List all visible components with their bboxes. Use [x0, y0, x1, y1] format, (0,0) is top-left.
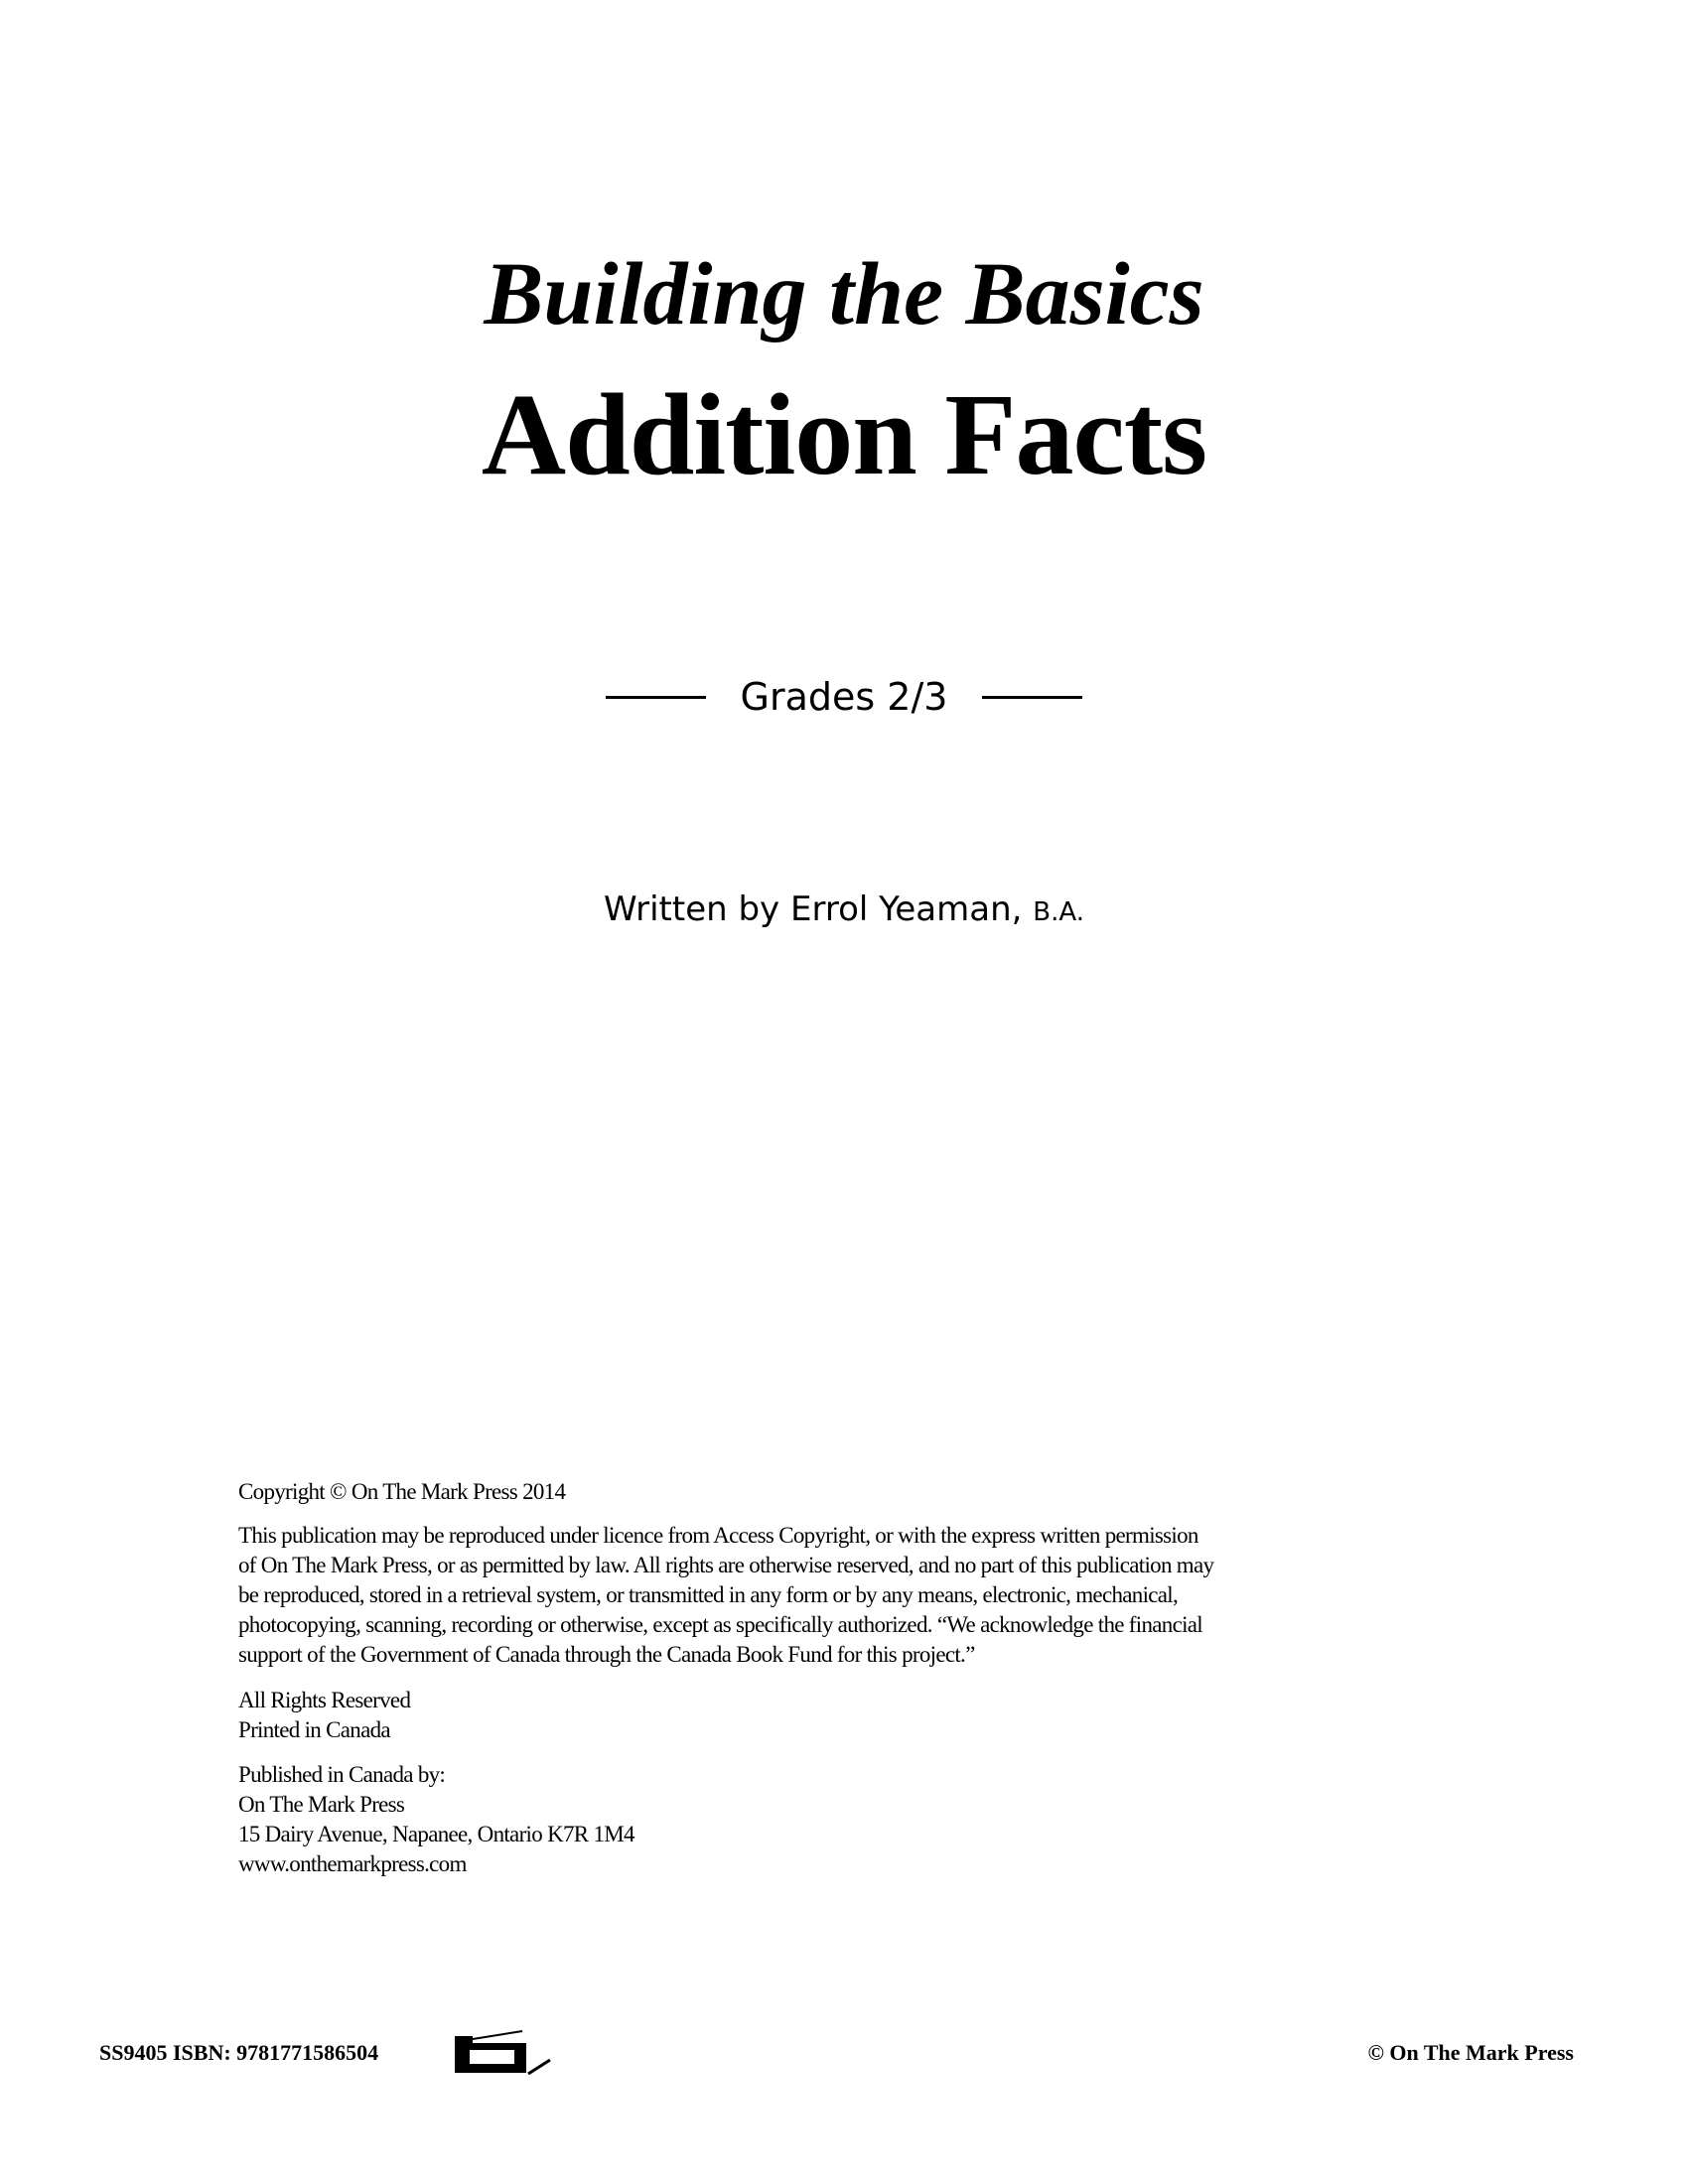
publisher-address: 15 Dairy Avenue, Napanee, Ontario K7R 1M4	[238, 1822, 634, 1846]
notice-line: be reproduced, stored in a retrieval system, or transmitted in any form or by any means, electronic, mechanical,	[238, 1582, 1179, 1607]
grade-level	[0, 675, 1688, 719]
book-title: Addition Facts	[481, 369, 1207, 499]
notice-paragraph	[238, 1521, 1213, 1670]
copyright-line: Copyright © On The Mark Press 2014	[238, 1479, 566, 1504]
footer-isbn: SS9405 ISBN: 9781771586504	[99, 2040, 379, 2065]
grades-label: Grades 2/3	[740, 675, 948, 719]
author-name: Written by Errol Yeaman,	[604, 889, 1023, 929]
publisher-website: www.onthemarkpress.com	[238, 1851, 467, 1876]
rights-reserved: All Rights Reserved	[238, 1688, 411, 1712]
author-degree: B.A.	[1033, 897, 1084, 927]
notice-line: of On The Mark Press, or as permitted by law. All rights are otherwise reserved, and no part of this publication may	[238, 1553, 1214, 1577]
notice-line: photocopying, scanning, recording or otherwise, except as specifically authorized. “We acknowledge the financial	[238, 1612, 1202, 1637]
printed-in: Printed in Canada	[238, 1717, 390, 1742]
rights-block	[238, 1686, 410, 1745]
publisher-block	[238, 1760, 634, 1879]
left-rule	[606, 696, 706, 699]
series-title: Building the Basics	[484, 245, 1204, 343]
published-by: Published in Canada by:	[238, 1762, 446, 1787]
notice-line: support of the Government of Canada through the Canada Book Fund for this project.”	[238, 1642, 975, 1667]
right-rule	[982, 696, 1082, 699]
footer-copyright: © On The Mark Press	[1367, 2040, 1574, 2065]
publisher-name: On The Mark Press	[238, 1792, 405, 1817]
author-line	[0, 889, 1688, 929]
notice-line: This publication may be reproduced under licence from Access Copyright, or with the express written permission	[238, 1523, 1198, 1548]
photocopier-icon	[455, 2030, 554, 2075]
